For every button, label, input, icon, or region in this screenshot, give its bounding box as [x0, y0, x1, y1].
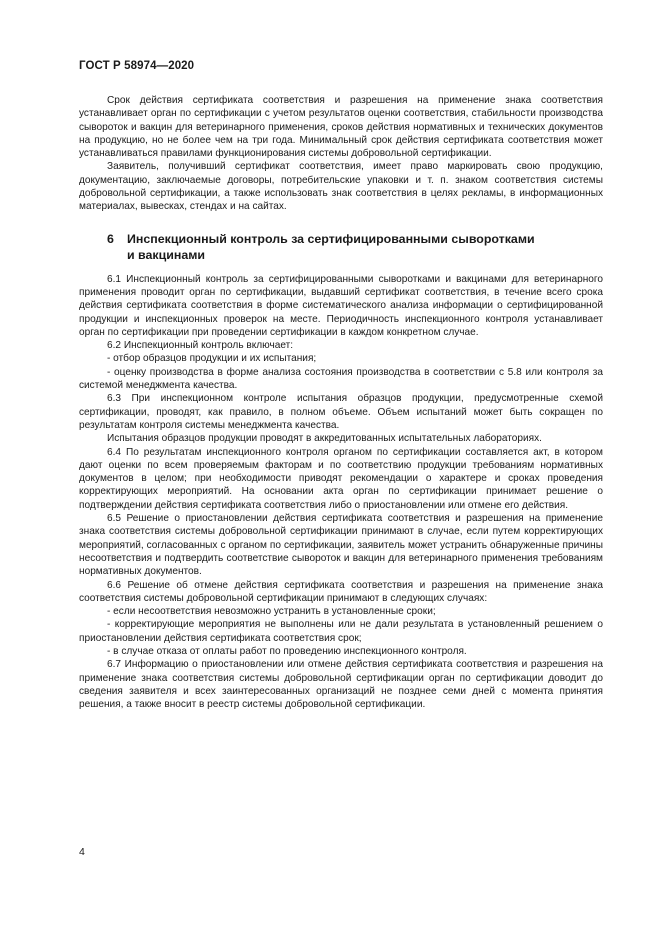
intro-paragraph: Заявитель, получивший сертификат соответствия, имеет право маркировать свою продукцию, документацию, заключаемые договоры, потребительские упаковки и т. п. знаком соответствия системы добровольной сертификации, а также использовать знак соответствия в целях рекламы, в информационных материалах, вывесках, стендах и на сайтах.	[79, 161, 603, 213]
page-number: 4	[79, 846, 85, 858]
clause-6-4: 6.4 По результатам инспекционного контроля органом по сертификации составляется акт, в котором дают оценки по всем проверяемым факторам и по соответствию продукции требованиям нормативных документов в целом; при необходимости приводят рекомендации о характере и сроках проведения корректирующих мероприятий. На основании акта орган по сертификации принимает решение о подтверждении действия сертификата соответствия либо о приостановлении или отмене его действия.	[79, 446, 603, 511]
clause-6-7: 6.7 Информацию о приостановлении или отмене действия сертификата соответствия и разрешения на применение знака соответствия системы добровольной сертификации орган по сертификации доводит до сведения заявителя и всех заинтересованных организаций не позднее семи дней с момента принятия решения, а также вносит в реестр системы добровольной сертификации.	[79, 659, 603, 711]
clause-6-5: 6.5 Решение о приостановлении действия сертификата соответствия и разрешения на применение знака соответствия системы добровольной сертификации принимают в случае, если путем корректирующих мероприятий, согласованных с органом по сертификации, заявитель может устранить обнаруженные причины несоответствия и подтвердить соответствие сывороток и вакцин для ветеринарного применения требованиям нормативных документов.	[79, 513, 603, 578]
section-heading	[79, 231, 603, 263]
spacer	[79, 214, 603, 231]
section-title-line-1: Инспекционный контроль за сертифицированными сыворотками	[127, 231, 535, 246]
clause-6-6: 6.6 Решение об отмене действия сертификата соответствия и разрешения на применение знака соответствия системы добровольной сертификации принимают в следующих случаях:	[79, 579, 603, 604]
list-item: - корректирующие мероприятия не выполнены или не дали результата в установленный решением о приостановлении действия сертификата соответствия срок;	[79, 619, 603, 644]
document-code-header: ГОСТ Р 58974—2020	[79, 60, 195, 72]
clause-6-2: 6.2 Инспекционный контроль включает:	[107, 340, 294, 352]
section-title-line-2: и вакцинами	[127, 247, 205, 262]
clause-6-3: 6.3 При инспекционном контроле испытания образцов продукции, предусмотренные схемой сертификации, проводят, как правило, в полном объеме. Объем испытаний может быть сокращен по результатам контроля системы менеджмента качества.	[79, 393, 603, 431]
section-number: 6	[107, 231, 114, 246]
clause-6-1: 6.1 Инспекционный контроль за сертифицированными сыворотками и вакцинами для ветеринарного применения проводит орган по сертификации, выдавший сертификат соответствия, в течение всего срока действия сертификата соответствия в форме систематического анализа информации о сертифицированной продукции и инспекционных проверок на месте. Периодичность инспекционного контроля устанавливает орган по сертификации при проведении сертификации в каждом конкретном случае.	[79, 273, 603, 338]
list-item: - отбор образцов продукции и их испытания;	[107, 353, 317, 365]
intro-paragraph: Срок действия сертификата соответствия и разрешения на применение знака соответствия устанавливает орган по сертификации с учетом результатов оценки соответствия, стабильности производства сывороток и вакцин для ветеринарного применения, сроков действия нормативных и технических документов на продукцию, но не более чем на три года. Минимальный срок действия сертификата соответствия может устанавливаться правилами функционирования системы добровольной сертификации.	[79, 95, 603, 160]
clause-6-3-note: Испытания образцов продукции проводят в аккредитованных испытательных лабораториях.	[107, 433, 542, 445]
page-body	[79, 94, 603, 711]
list-item: - оценку производства в форме анализа состояния производства в соответствии с 5.8 или контроля за системой менеджмента качества.	[79, 366, 603, 392]
list-item: - в случае отказа от оплаты работ по проведению инспекционного контроля.	[107, 645, 467, 657]
list-item: - если несоответствия невозможно устранить в установленные сроки;	[107, 606, 436, 618]
